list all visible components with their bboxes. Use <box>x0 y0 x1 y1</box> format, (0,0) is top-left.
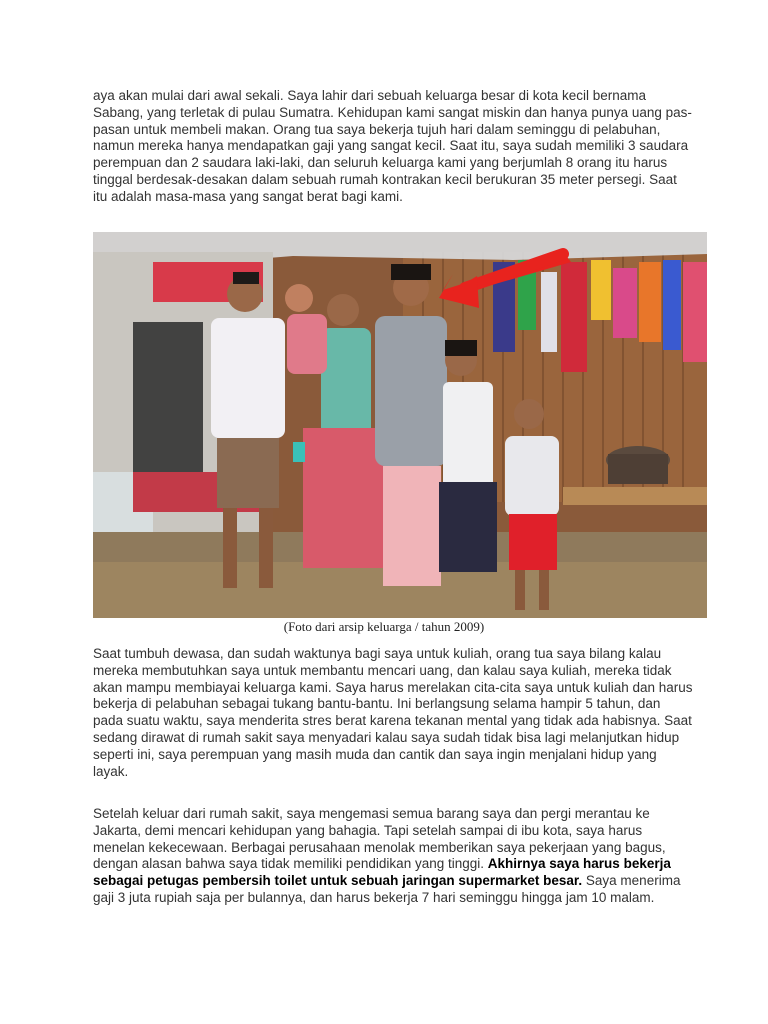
family-photo <box>93 232 707 618</box>
paragraph-3-start: Setelah keluar dari rumah sakit, saya mengemasi semua barang saya dan pergi merantau ke Jakarta, demi mencari kehidupan yang bahagia. Tapi setelah sampai di ibu kota, saya harus menelan kekecewaan. Berbagai perusahaan menolak memberikan saya pekerjaan yang bagus, dengan alasan bahwa saya tidak memiliki pendidikan yang tinggi. <box>93 806 666 872</box>
paragraph-2: Saat tumbuh dewasa, dan sudah waktunya bagi saya untuk kuliah, orang tua saya bilang kalau mereka membutuhkan saya untuk membantu mencari uang, dan kalau saya kuliah, mereka tidak akan mampu membiayai keluarga kami. Saya harus merelakan cita-cita saya untuk kuliah dan harus bekerja di pelabuhan sebagai tukang bantu-bantu. Ini berlangsung selama hampir 5 tahun, dan pada suatu waktu, saya menderita stres berat karena tekanan mental yang tidak ada habisnya. Saat sedang dirawat di rumah sakit saya menyadari kalau saya sudah tidak bisa lagi melanjutkan hidup seperti ini, saya perempuan yang masih muda dan cantik dan saya ingin menjalani hidup yang layak. <box>93 646 693 779</box>
paragraph-1-container <box>93 88 693 206</box>
photo-caption: (Foto dari arsip keluarga / tahun 2009) <box>283 619 485 634</box>
paragraph-3-bold: Akhirnya saya harus bekerja sebagai petugas pembersih toilet untuk sebuah jaringan supermarket besar. <box>93 856 671 889</box>
family-photo-illustration <box>93 232 707 618</box>
paragraph-1: aya akan mulai dari awal sekali. Saya lahir dari sebuah keluarga besar di kota kecil bernama Sabang, yang terletak di pulau Sumatra. Kehidupan kami sangat miskin dan hanya punya uang pas-pasan untuk membeli makan. Orang tua saya bekerja tujuh hari dalam seminggu di pelabuhan, namun mereka hanya mendapatkan gaji yang sangat kecil. Saat itu, saya sudah memiliki 3 saudara perempuan dan 2 saudara laki-laki, dan seluruh keluarga kami yang berjumlah 8 orang itu harus tinggal berdesak-desakan dalam sebuah rumah kontrakan kecil berukuran 35 meter persegi. Saat itu adalah masa-masa yang sangat berat bagi kami. <box>93 88 692 204</box>
paragraph-3-end: Saya menerima gaji 3 juta rupiah saja per bulannya, dan harus bekerja 7 hari seminggu hingga jam 10 malam. <box>93 873 681 905</box>
paragraph-3 <box>93 806 693 907</box>
